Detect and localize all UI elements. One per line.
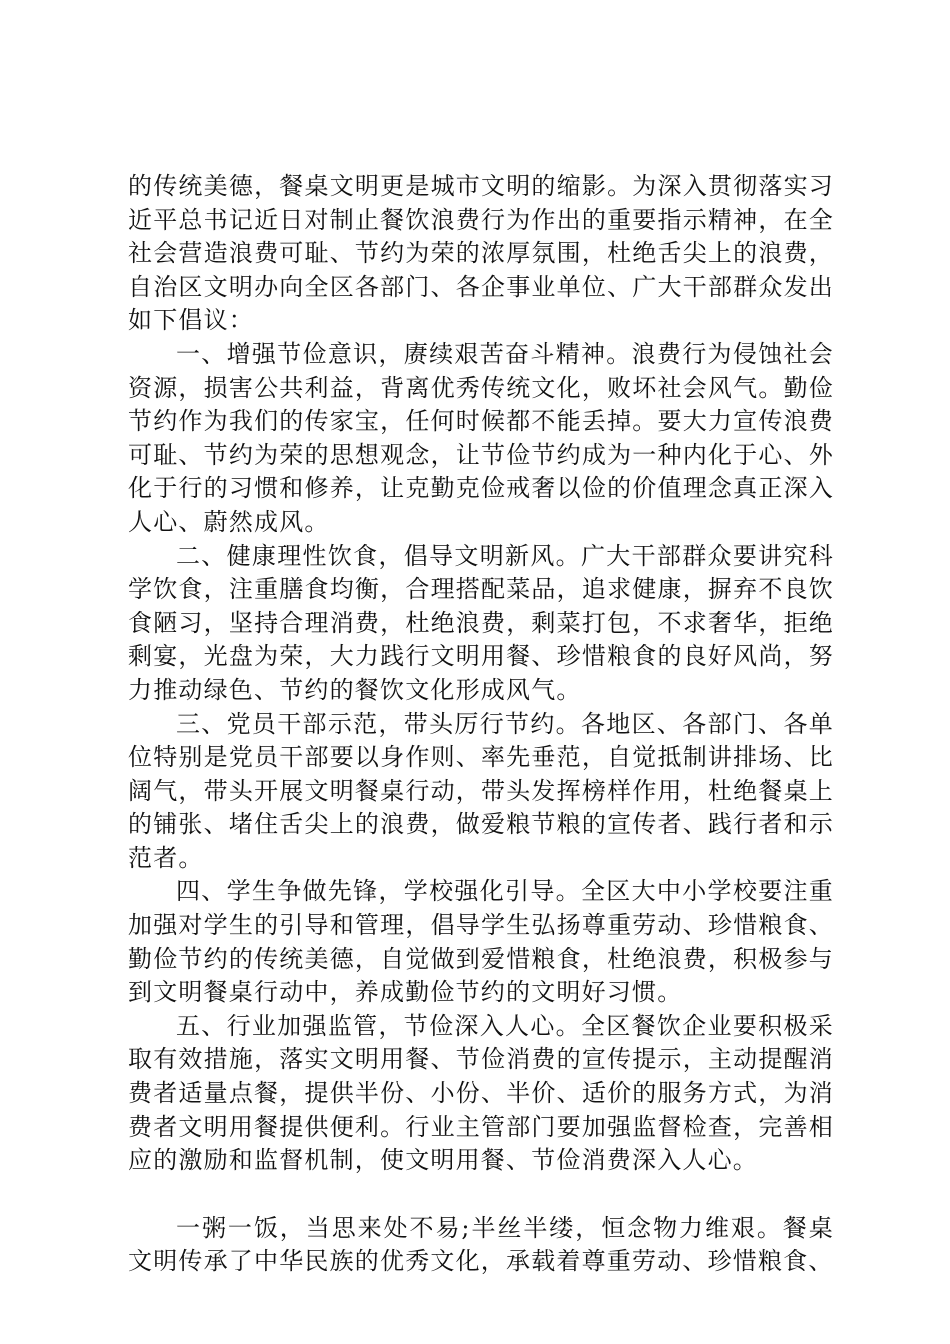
paragraph-text: 三、党员干部示范，带头厉行节约。各地区、各部门、各单位特别是党员干部要以身作则、率先垂范，自觉抵制讲排场、比阔气，带头开展文明餐桌行动，带头发挥榜样作用，杜绝餐桌上的铺张、堵住舌尖上的浪费，做爱粮节粮的宣传者、践行者和示范者。 bbox=[128, 709, 834, 872]
paragraph-text: 二、健康理性饮食，倡导文明新风。广大干部群众要讲究科学饮食，注重膳食均衡，合理搭配菜品，追求健康，摒弃不良饮食陋习，坚持合理消费，杜绝浪费，剩菜打包，不求奢华，拒绝剩宴，光盘为荣，大力践行文明用餐、珍惜粮食的良好风尚，努力推动绿色、节约的餐饮文化形成风气。 bbox=[128, 541, 834, 704]
proposal-4-paragraph bbox=[128, 875, 834, 1009]
paragraph-gap bbox=[128, 1178, 834, 1212]
proposal-3-paragraph bbox=[128, 708, 834, 876]
proposal-1-paragraph bbox=[128, 338, 834, 540]
paragraph-text: 五、行业加强监管，节俭深入人心。全区餐饮企业要积极采取有效措施，落实文明用餐、节俭消费的宣传提示，主动提醒消费者适量点餐，提供半份、小份、半价、适价的服务方式，为消费者文明用餐提供便利。行业主管部门要加强监督检查，完善相应的激励和监督机制，使文明用餐、节俭消费深入人心。 bbox=[128, 1011, 834, 1175]
paragraph-text: 一粥一饭，当思来处不易;半丝半缕，恒念物力维艰。餐桌文明传承了中华民族的优秀文化，承载着尊重劳动、珍惜粮食、 bbox=[128, 1213, 834, 1276]
proposal-2-paragraph bbox=[128, 540, 834, 708]
proposal-5-paragraph bbox=[128, 1010, 834, 1178]
intro-paragraph bbox=[128, 170, 834, 338]
document-page bbox=[128, 170, 834, 1279]
paragraph-text: 四、学生争做先锋，学校强化引导。全区大中小学校要注重加强对学生的引导和管理，倡导学生弘扬尊重劳动、珍惜粮食、勤俭节约的传统美德，自觉做到爱惜粮食，杜绝浪费，积极参与到文明餐桌行动中，养成勤俭节约的文明好习惯。 bbox=[128, 877, 834, 1007]
paragraph-text: 一、增强节俭意识，赓续艰苦奋斗精神。浪费行为侵蚀社会资源，损害公共利益，背离优秀传统文化，败坏社会风气。勤俭节约作为我们的传家宝，任何时候都不能丢掉。要大力宣传浪费可耻、节约为荣的思想观念，让节俭节约成为一种内化于心、外化于行的习惯和修养，让克勤克俭戒奢以俭的价值理念真正深入人心、蔚然成风。 bbox=[128, 339, 834, 536]
paragraph-text: 的传统美德，餐桌文明更是城市文明的缩影。为深入贯彻落实习近平总书记近日对制止餐饮浪费行为作出的重要指示精神，在全社会营造浪费可耻、节约为荣的浓厚氛围，杜绝舌尖上的浪费，自治区文明办向全区各部门、各企事业单位、广大干部群众发出如下倡议： bbox=[128, 172, 834, 335]
closing-paragraph bbox=[128, 1212, 834, 1279]
